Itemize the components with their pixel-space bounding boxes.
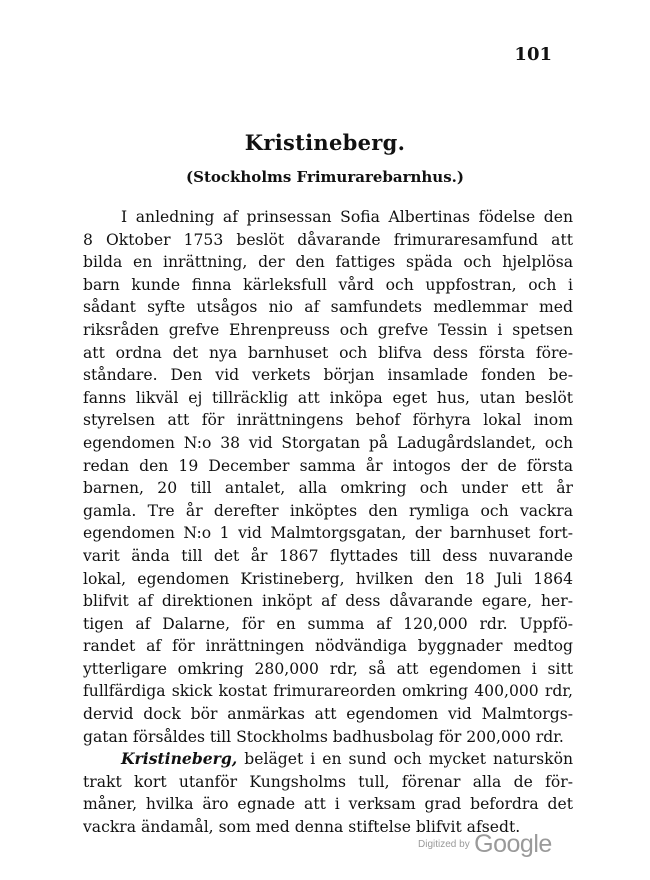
text-line: redan den 19 December samma år intogos der de första [83, 456, 573, 475]
text-line: fanns likväl ej tillräcklig att inköpa eget hus, utan beslöt [83, 388, 573, 407]
text-line: ytterligare omkring 280,000 rdr, så att egendomen i sitt [83, 659, 573, 678]
text-line: egendomen N:o 1 vid Malmtorgsgatan, der barnhuset fort- [83, 524, 573, 543]
text-line: trakt kort utanför Kungsholms tull, förenar alla de för- [83, 772, 573, 791]
text-line: barnen, 20 till antalet, alla omkring och under ett år [83, 479, 573, 498]
google-logo: Google [474, 830, 552, 858]
text-line: randet af för inrättningen nödvändiga byggnader medtog [83, 637, 573, 656]
text-line: tigen af Dalarne, för en summa af 120,000 rdr. Uppfö- [83, 614, 573, 633]
text-line: dervid dock bör anmärkas att egendomen vid Malmtorgs- [83, 705, 573, 724]
watermark-prefix: Digitized by [418, 839, 470, 850]
italic-lead-word: Kristineberg, [121, 749, 238, 769]
text-line: bilda en inrättning, der den fattiges späda och hjelplösa [83, 253, 573, 272]
text-line: fullfärdiga skick kostat frimurareorden omkring 400,000 rdr, [83, 682, 573, 701]
body-text [83, 206, 573, 839]
text-line: I anledning af prinsessan Sofia Albertinas födelse den [121, 208, 573, 226]
text-line [83, 748, 573, 771]
text-line: gatan försåldes till Stockholms badhusbolag för 200,000 rdr. [83, 727, 564, 746]
text-segment: beläget i en sund och mycket naturskön [244, 750, 573, 769]
page-title: Kristineberg. [244, 130, 406, 155]
google-watermark [418, 830, 552, 859]
text-line: måner, hvilka äro egnade att i verksam grad befordra det [83, 795, 573, 814]
text-line: vackra ändamål, som med denna stiftelse blifvit afsedt. [83, 818, 521, 837]
text-line: barn kunde finna kärleksfull vård och uppfostran, och i [83, 275, 573, 294]
text-line: blifvit af direktionen inköpt af dess dåvarande egare, her- [83, 592, 573, 611]
text-line: ståndare. Den vid verkets början insamlade fonden be- [83, 366, 573, 385]
text-line: lokal, egendomen Kristineberg, hvilken den 18 Juli 1864 [83, 569, 573, 588]
page-number: 101 [514, 44, 552, 65]
text-line: riksråden grefve Ehrenpreuss och grefve Tessin i spetsen [83, 320, 573, 339]
text-line: gamla. Tre år derefter inköptes den rymliga och vackra [83, 501, 573, 520]
text-line: sådant syfte utsågos nio af samfundets medlemmar med [83, 298, 573, 317]
text-line: 8 Oktober 1753 beslöt dåvarande frimuraresamfund att [83, 230, 573, 249]
text-line: styrelsen att för inrättningens behof förhyra lokal inom [83, 411, 573, 430]
text-line: varit ända till det år 1867 flyttades till dess nuvarande [83, 546, 573, 565]
text-line: egendomen N:o 38 vid Storgatan på Ladugårdslandet, och [83, 433, 573, 452]
text-line: att ordna det nya barnhuset och blifva dess första före- [83, 343, 573, 362]
page-subtitle: (Stockholms Frimurarebarnhus.) [186, 168, 464, 186]
